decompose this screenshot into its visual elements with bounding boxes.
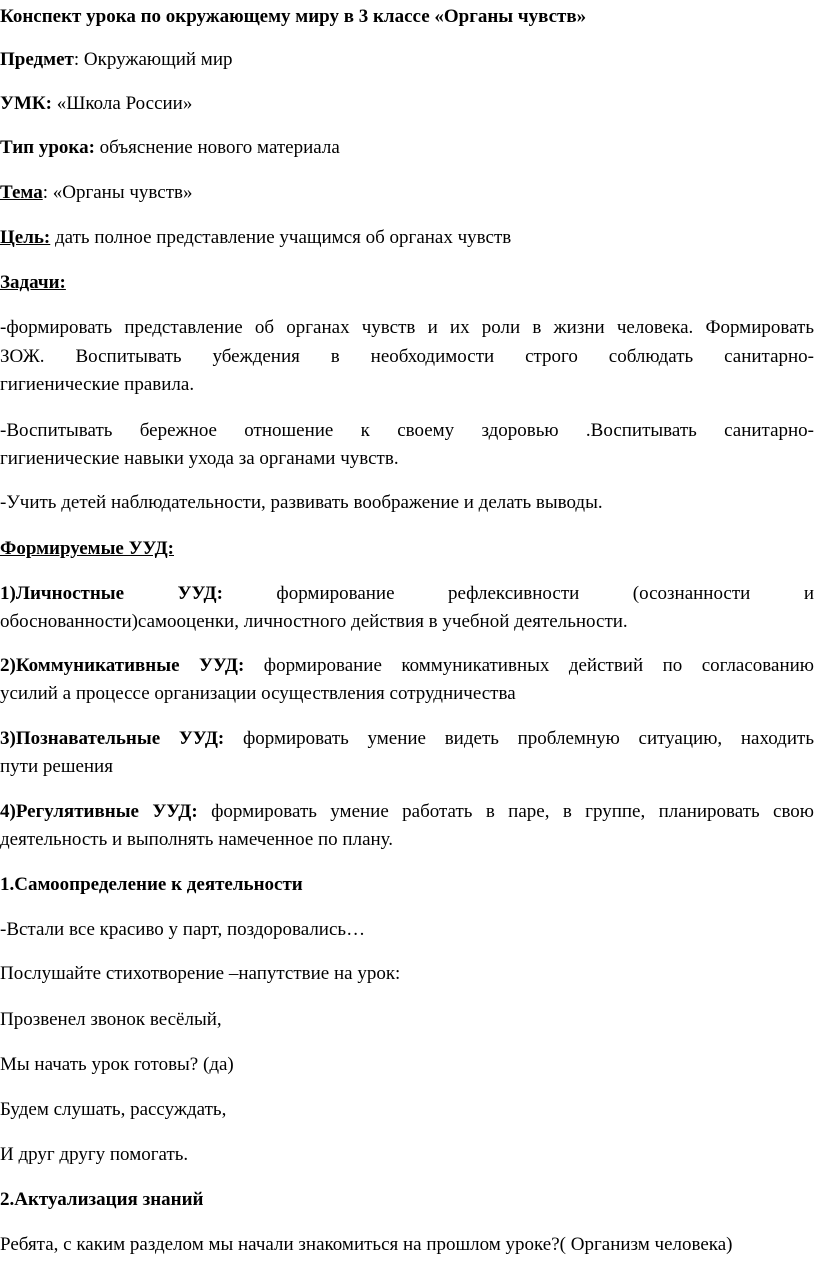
umk-value: «Школа России» xyxy=(51,93,193,114)
goal-value: дать полное представление учащимся об органах чувств xyxy=(50,227,512,248)
goal-label: Цель: xyxy=(0,227,51,248)
stage2-heading: 2.Актуализация знаний xyxy=(0,1189,204,1210)
stage1-paragraph2: Послушайте стихотворение –напутствие на урок: xyxy=(0,963,401,984)
uud3-line2: пути решения xyxy=(0,756,113,777)
poem-line3: Будем слушать, рассуждать, xyxy=(0,1099,227,1120)
stage1-paragraph1: -Встали все красиво у парт, поздоровались… xyxy=(0,919,366,940)
theme-value: : «Органы чувств» xyxy=(42,182,193,203)
stage2-paragraph1: Ребята, с каким разделом мы начали знакомиться на прошлом уроке?( Организм человека) xyxy=(0,1234,733,1255)
goal-line xyxy=(0,226,816,250)
task2-line2: гигиенические навыки ухода за органами чувств. xyxy=(0,448,399,469)
lesson-type-value: объяснение нового материала xyxy=(94,137,340,158)
poem-line2: Мы начать урок готовы? (да) xyxy=(0,1054,234,1075)
task2-line1: -Воспитывать бережное отношение к своему здоровью .Воспитывать санитарно- xyxy=(0,420,814,441)
umk-line xyxy=(0,92,816,116)
subject-label: Предмет xyxy=(0,49,74,70)
task1-line2: ЗОЖ. Воспитывать убеждения в необходимости строго соблюдать санитарно- xyxy=(0,346,814,367)
uud1-line1: 1)Личностные УУД: формирование рефлексивности (осознанности и xyxy=(0,583,814,604)
subject-line xyxy=(0,48,816,72)
uud3-line1: 3)Познавательные УУД: формировать умение видеть проблемную ситуацию, находить xyxy=(0,728,814,749)
uud4-label: 4)Регулятивные УУД: xyxy=(0,801,198,822)
uud-heading: Формируемые УУД: xyxy=(0,538,174,559)
poem-line1: Прозвенел звонок весёлый, xyxy=(0,1009,222,1030)
poem-line4: И друг другу помогать. xyxy=(0,1144,189,1165)
uud2-line1: 2)Коммуникативные УУД: формирование коммуникативных действий по согласованию xyxy=(0,655,814,676)
document-title: Конспект урока по окружающему миру в 3 классе «Органы чувств» xyxy=(0,6,587,27)
uud2-label: 2)Коммуникативные УУД: xyxy=(0,655,245,676)
subject-value: : Окружающий мир xyxy=(73,49,233,70)
theme-label: Тема xyxy=(0,182,43,203)
task1-line3: гигиенические правила. xyxy=(0,374,195,395)
lesson-type-label: Тип урока: xyxy=(0,137,95,158)
task3-line1: -Учить детей наблюдательности, развивать воображение и делать выводы. xyxy=(0,492,603,513)
uud4-line1: 4)Регулятивные УУД: формировать умение работать в паре, в группе, планировать свою xyxy=(0,801,815,822)
uud2-line2: усилий а процессе организации осуществления сотрудничества xyxy=(0,683,516,704)
task1-line1: -формировать представление об органах чувств и их роли в жизни человека. Формировать xyxy=(0,317,814,338)
theme-line xyxy=(0,181,816,205)
uud4-line2: деятельность и выполнять намеченное по плану. xyxy=(0,829,394,850)
uud3-label: 3)Познавательные УУД: xyxy=(0,728,225,749)
lesson-type-line xyxy=(0,136,816,160)
uud1-label: 1)Личностные УУД: xyxy=(0,583,223,604)
tasks-heading: Задачи: xyxy=(0,272,66,293)
umk-label: УМК: xyxy=(0,93,52,114)
stage1-heading: 1.Самоопределение к деятельности xyxy=(0,874,303,895)
uud1-line2: обоснованности)самооценки, личностного действия в учебной деятельности. xyxy=(0,611,628,632)
